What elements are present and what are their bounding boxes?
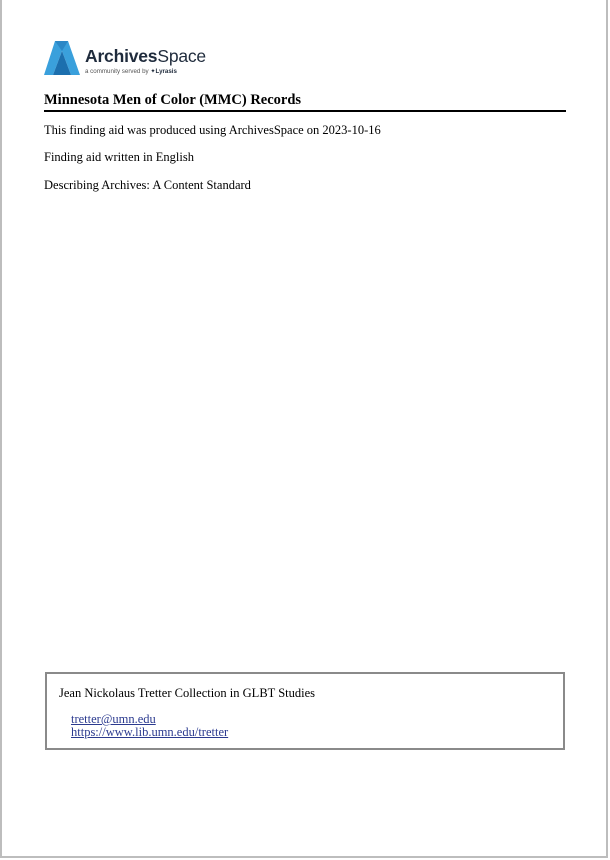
archivesspace-logo-icon: [44, 41, 80, 75]
logo-wordmark: [85, 46, 206, 67]
repository-name: Jean Nickolaus Tretter Collection in GLBT Studies: [59, 686, 315, 700]
logo-tagline: [85, 68, 177, 75]
repository-website-link[interactable]: https://www.lib.umn.edu/tretter: [71, 725, 229, 739]
repository-contact-box: [45, 672, 565, 750]
logo-wordmark-light: Space: [157, 46, 206, 66]
logo-wordmark-strong: Archives: [85, 46, 158, 66]
logo-tagline-prefix: a community served by: [85, 68, 151, 75]
archivesspace-logo: [44, 41, 204, 77]
document-title: Minnesota Men of Color (MMC) Records: [44, 92, 566, 112]
logo-tagline-brand: ✦Lyrasis: [150, 68, 177, 75]
language-note: Finding aid written in English: [44, 150, 194, 164]
standard-note: Describing Archives: A Content Standard: [44, 178, 251, 192]
produced-note: This finding aid was produced using ArchivesSpace on 2023-10-16: [44, 123, 381, 137]
repository-email-link[interactable]: tretter@umn.edu: [71, 712, 156, 726]
